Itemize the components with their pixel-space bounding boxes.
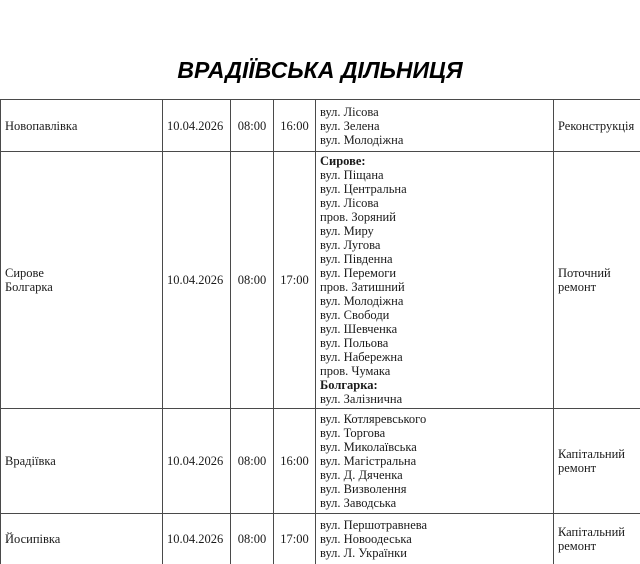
street-line: пров. Зоряний bbox=[320, 210, 396, 224]
table-row bbox=[1, 152, 640, 409]
work-type-cell: Поточний ремонт bbox=[554, 152, 640, 409]
street-line: вул. Лісова bbox=[320, 196, 379, 210]
streets-cell bbox=[316, 152, 554, 409]
street-line: вул. Перемоги bbox=[320, 266, 397, 280]
page-title: ВРАДІЇВСЬКА ДІЛЬНИЦЯ bbox=[177, 57, 463, 83]
street-line: вул. Піщана bbox=[320, 168, 384, 182]
street-line: вул. Центральна bbox=[320, 182, 407, 196]
time-end-cell: 17:00 bbox=[274, 514, 316, 564]
schedule-table-body bbox=[1, 100, 640, 564]
street-line: вул. Новоодеська bbox=[320, 532, 412, 546]
time-start-cell: 08:00 bbox=[231, 514, 274, 564]
streets-cell bbox=[316, 100, 554, 152]
street-line: вул. Магістральна bbox=[320, 454, 417, 468]
location-line: Врадіївка bbox=[5, 454, 56, 468]
street-line: вул. Молодіжна bbox=[320, 132, 404, 147]
table-row bbox=[1, 514, 640, 564]
street-line: вул. Лугова bbox=[320, 238, 381, 252]
street-line: вул. Залізнична bbox=[320, 392, 403, 406]
street-line: вул. Д. Дяченка bbox=[320, 468, 403, 482]
settlement-subheader: Болгарка: bbox=[320, 378, 378, 392]
date-cell: 10.04.2026 bbox=[163, 152, 231, 409]
street-line: вул. Південна bbox=[320, 252, 393, 266]
time-start-cell: 08:00 bbox=[231, 409, 274, 514]
location-cell bbox=[1, 514, 163, 564]
schedule-table bbox=[0, 99, 640, 564]
street-line: вул. Миру bbox=[320, 224, 374, 238]
street-line: вул. Польова bbox=[320, 336, 389, 350]
time-end-cell: 16:00 bbox=[274, 409, 316, 514]
street-line: вул. Свободи bbox=[320, 308, 390, 322]
time-end-cell: 17:00 bbox=[274, 152, 316, 409]
location-line: Йосипівка bbox=[5, 532, 61, 546]
time-end-cell: 16:00 bbox=[274, 100, 316, 152]
time-start-cell: 08:00 bbox=[231, 100, 274, 152]
settlement-subheader: Сирове: bbox=[320, 154, 366, 168]
street-line: вул. Набережна bbox=[320, 350, 403, 364]
location-cell bbox=[1, 409, 163, 514]
street-line: пров. Затишний bbox=[320, 280, 405, 294]
street-line: вул. Заводська bbox=[320, 496, 397, 510]
street-line: вул. Л. Українки bbox=[320, 546, 407, 560]
work-type-cell: Реконструкція bbox=[554, 100, 640, 152]
street-line: вул. Миколаївська bbox=[320, 440, 417, 454]
time-start-cell: 08:00 bbox=[231, 152, 274, 409]
street-line: вул. Торгова bbox=[320, 426, 386, 440]
location-line: Болгарка bbox=[5, 280, 53, 294]
street-line: вул. Молодіжна bbox=[320, 294, 404, 308]
date-cell: 10.04.2026 bbox=[163, 409, 231, 514]
street-line: пров. Чумака bbox=[320, 364, 391, 378]
work-type-cell: Капітальний ремонт bbox=[554, 514, 640, 564]
table-row bbox=[1, 409, 640, 514]
work-type-cell: Капітальний ремонт bbox=[554, 409, 640, 514]
date-cell: 10.04.2026 bbox=[163, 100, 231, 152]
location-cell bbox=[1, 100, 163, 152]
streets-cell bbox=[316, 514, 554, 564]
location-cell bbox=[1, 152, 163, 409]
street-line: вул. Лісова bbox=[320, 104, 379, 119]
location-line: Новопавлівка bbox=[5, 118, 78, 133]
street-line: вул. Шевченка bbox=[320, 322, 398, 336]
date-cell: 10.04.2026 bbox=[163, 514, 231, 564]
location-line: Сирове bbox=[5, 266, 44, 280]
table-row bbox=[1, 100, 640, 152]
street-line: вул. Першотравнева bbox=[320, 518, 428, 532]
street-line: вул. Котляревського bbox=[320, 412, 427, 426]
streets-cell bbox=[316, 409, 554, 514]
street-line: вул. Зелена bbox=[320, 118, 380, 133]
street-line: вул. Визволення bbox=[320, 482, 407, 496]
